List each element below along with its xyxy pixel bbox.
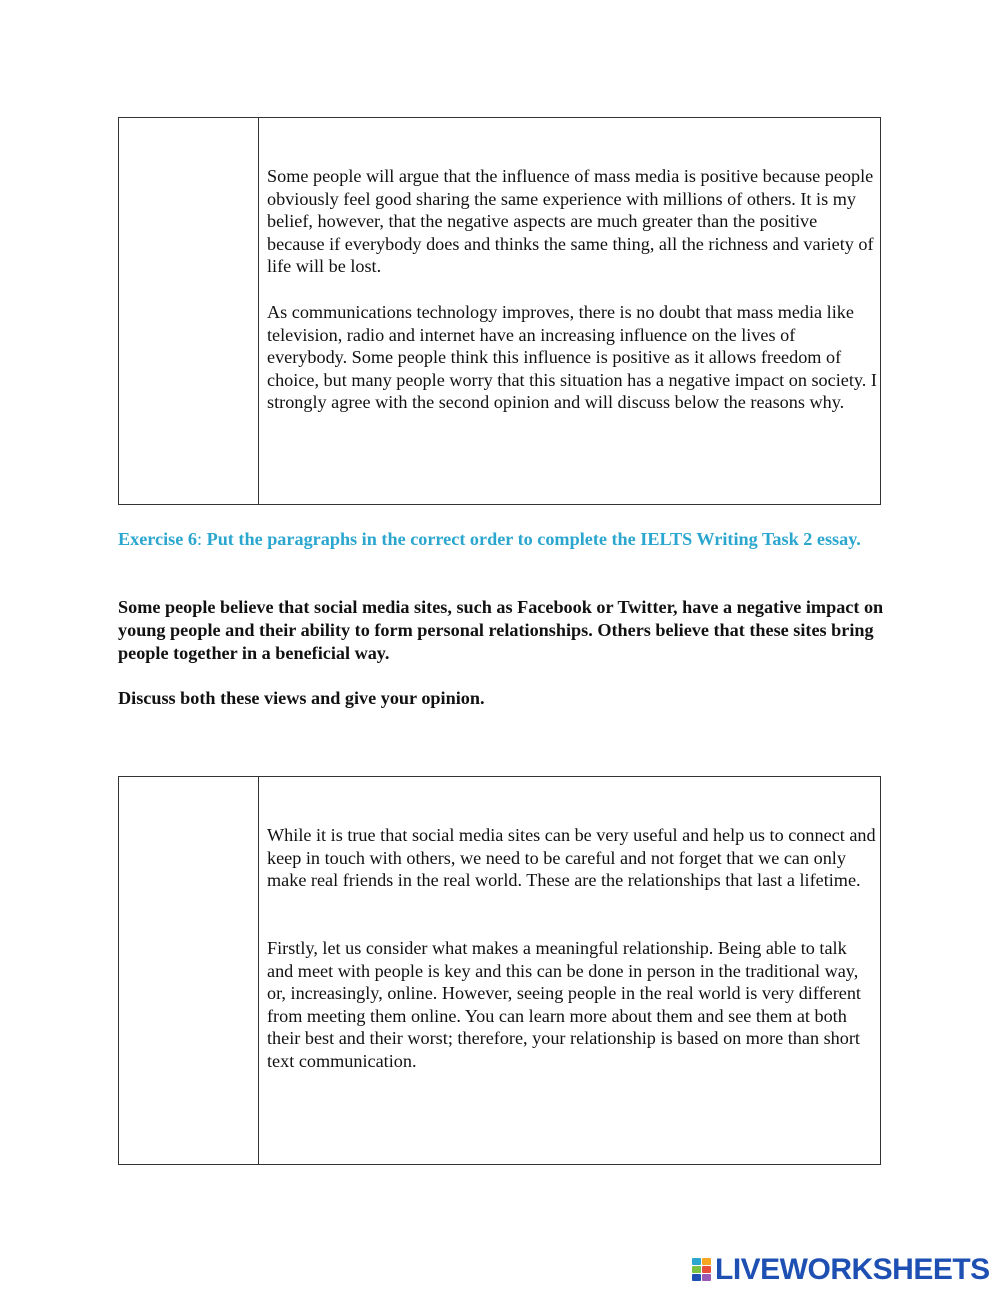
liveworksheets-logo-icon — [692, 1258, 712, 1282]
exercise-number: Exercise 6 — [118, 529, 197, 549]
answer-drop-cell[interactable] — [119, 118, 259, 504]
paragraph-cell — [259, 777, 880, 1164]
liveworksheets-brand[interactable] — [692, 1253, 990, 1286]
answer-table-1 — [118, 117, 881, 505]
essay-prompt: Some people believe that social media sites, such as Facebook or Twitter, have a negative impact on young people and their ability to form personal relationships. Others believe that these sites bring people together in a beneficial way. — [118, 597, 884, 663]
brand-name: LIVEWORKSHEETS — [715, 1253, 990, 1286]
paragraph-text: Firstly, let us consider what makes a meaningful relationship. Being able to talk and meet with people is key and this can be done in person in the traditional way, or, increasingly, online. However, seeing people in the real world is very different from meeting them online. You can learn more about them and see them at both their best and their worst; therefore, your relationship is based on more than short text communication. — [267, 938, 861, 1071]
paragraph-text: Some people will argue that the influence of mass media is positive because people obviously feel good sharing the same experience with millions of others. It is my belief, however, that the negative aspects are much greater than the positive because if everybody does and thinks the same thing, all the richness and variety of life will be lost. — [267, 166, 874, 277]
paragraph-text: As communications technology improves, there is no doubt that mass media like television, radio and internet have an increasing influence on the lives of everybody. Some people think this influence is positive as it allows freedom of choice, but many people worry that this situation has a negative impact on society. I strongly agree with the second opinion and will discuss below the reasons why. — [267, 302, 877, 413]
paragraph-cell — [259, 118, 880, 504]
exercise-instruction: Put the paragraphs in the correct order to complete the IELTS Writing Task 2 essay. — [202, 529, 861, 549]
exercise-title — [118, 528, 888, 551]
essay-instruction: Discuss both these views and give your opinion. — [118, 688, 485, 708]
paragraph-text: While it is true that social media sites can be very useful and help us to connect and keep in touch with others, we need to be careful and not forget that we can only make real friends in the real world. These are the relationships that last a lifetime. — [267, 825, 876, 891]
answer-drop-cell[interactable] — [119, 777, 259, 1164]
exercise-colon: : — [196, 529, 203, 549]
answer-table-2 — [118, 776, 881, 1165]
